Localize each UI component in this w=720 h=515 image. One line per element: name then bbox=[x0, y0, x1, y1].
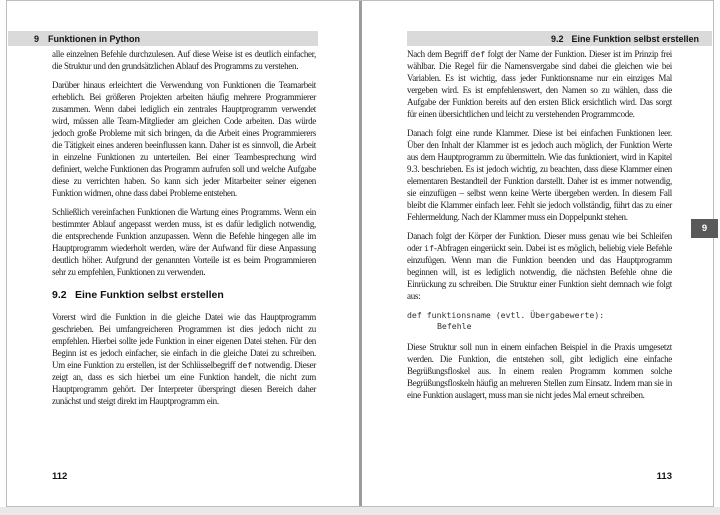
chapter-tab-label: 9 bbox=[701, 223, 708, 234]
paragraph: Vorerst wird die Funktion in die gleiche Datei wie das Hauptprogramm geschrieben. Bei umfangreicheren Programmen ist dies jedoch nicht zu empfehlen. Hierbei sollte jede Funktion in einer eigenen Datei stehen. Für den Beginn ist es jedoch einfacher, sie einfach in die gleiche Datei zu schreiben. Um eine Funktion zu erstellen, ist der Schlüsselbegriff def notwendig. Dieser zeigt an, dass es sich hierbei um eine Funktion handelt, die nicht zum Hauptprogramm gehört. Der Interpreter überspringt diesen Bereich daher zunächst und steigt direkt im Hauptprogramm ein. bbox=[52, 312, 316, 406]
section-heading-number: 9.2 bbox=[52, 289, 67, 301]
code-block bbox=[407, 310, 672, 332]
paragraph: Danach folgt eine runde Klammer. Diese ist bei einfachen Funktionen leer. Über den Inhalt der Klammer ist es jedoch auch möglich, der Funktion Werte aus dem Hauptprogramm zu übermitteln. Wie das funktioniert, wird in Kapitel 9.3. beschrieben. Es ist jedoch wichtig, zu beachten, dass diese Klammer einen elementaren Bestandteil der Funktion darstellt. Daher ist es immer notwendig, sie einzufügen – selbst wenn keine Werte übergeben werden. In diesem Fall bleibt die Klammer einfach leer. Fehlt sie jedoch vollständig, führt das zu einer Fehlermeldung. Nach der Klammer muss ein Doppelpunkt stehen. bbox=[407, 128, 672, 222]
left-page-number: 112 bbox=[52, 471, 68, 482]
left-header-chapter-number: 9 bbox=[34, 33, 40, 44]
paragraph: Danach folgt der Körper der Funktion. Dieser muss genau wie bei Schleifen oder if-Abfragen eingerückt sein. Dabei ist es möglich, beliebig viele Befehle einzufügen. Wenn man die Funktion beenden und das Hauptprogramm beginnen will, ist es lediglich notwendig, die nächsten Befehle ohne die Einrückung zu schreiben. Die Struktur einer Funktion sieht demnach wie folgt aus: bbox=[407, 231, 672, 301]
right-page-number: 113 bbox=[656, 471, 672, 482]
paragraph: alle einzelnen Befehle durchzulesen. Auf diese Weise ist es deutlich einfacher, die Struktur und den grundsätzlichen Ablauf des Programms zu verstehen. bbox=[52, 49, 316, 71]
code-line: Befehle bbox=[437, 321, 472, 331]
right-page-text-column bbox=[407, 48, 672, 408]
page-bottom-shadow bbox=[0, 507, 720, 515]
chapter-tab bbox=[691, 219, 718, 238]
right-running-header bbox=[407, 31, 712, 46]
right-header-title: Eine Funktion selbst erstellen bbox=[571, 33, 699, 44]
paragraph: Diese Struktur soll nun in einem einfachen Beispiel in die Praxis umgesetzt werden. Die Funktion, die entstehen soll, gibt lediglich eine einfache Begrüßungsfloskel aus. In einem realen Programm kommen solche Begrüßungsfloskeln häufig an mehreren Stellen zum Einsatz. Indem man sie in eine Funktion auslagert, muss man sie nicht jedes Mal erneut schreiben. bbox=[407, 342, 672, 400]
left-header-title: Funktionen in Python bbox=[48, 33, 141, 44]
right-header-section-number: 9.2 bbox=[550, 33, 564, 44]
book-spine-divider bbox=[359, 1, 362, 506]
code-line: def funktionsname (evtl. Übergabewerte): bbox=[407, 310, 605, 320]
section-heading bbox=[52, 289, 316, 301]
left-page-text-column bbox=[52, 48, 316, 414]
paragraph: Schließlich vereinfachen Funktionen die Wartung eines Programms. Wenn ein bestimmter Ablauf angepasst werden muss, ist es dafür lediglich notwendig, die entsprechende Funktion anzupassen. Wenn die Befehle hingegen alle im Hauptprogramm wiederholt werden, wäre der Aufwand für diese Anpassung deutlich höher. Aufgrund der genannten Vorteile ist es beim Programmieren sehr zu empfehlen, Funktionen zu verwenden. bbox=[52, 207, 316, 277]
paragraph: Darüber hinaus erleichtert die Verwendung von Funktionen die Teamarbeit erheblich. Bei größeren Projekten arbeiten häufig mehrere Programmierer zusammen. Wenn dabei lediglich ein zentrales Hauptprogramm verwendet wird, müssen alle Team-Mitglieder am gleichen Code arbeiten. Das würde jedoch große Probleme mit sich bringen, da die Arbeit eines Programmierers die Tätigkeit eines anderen beeinflussen kann. Daher ist es sinnvoll, die Arbeit in einzelne Funktionen zu unterteilen. Bei einer Teambesprechung wird definiert, welche Funktionen das Programm aufrufen soll und welche Aufgabe diese zu verrichten haben. So kann sich jeder Mitarbeiter seiner eigenen Funktion widmen, ohne dass dabei Probleme entstehen. bbox=[52, 80, 316, 198]
book-spread bbox=[6, 0, 714, 507]
left-running-header bbox=[8, 31, 318, 46]
section-heading-title: Eine Funktion selbst erstellen bbox=[75, 289, 224, 301]
paragraph: Nach dem Begriff def folgt der Name der Funktion. Dieser ist im Prinzip frei wählbar. Die Regel für die Namensvergabe sind dabei die gleichen wie bei Variablen. Es ist wichtig, dass jeder Funktionsname nur ein einziges Mal vergeben wird. Es ist empfehlenswert, den Namen so zu wählen, dass die Aufgabe der Funktion bereits auf den ersten Blick ersichtlich wird. Das sorgt für einen übersichtlichen und leicht zu verstehenden Programmcode. bbox=[407, 49, 672, 119]
